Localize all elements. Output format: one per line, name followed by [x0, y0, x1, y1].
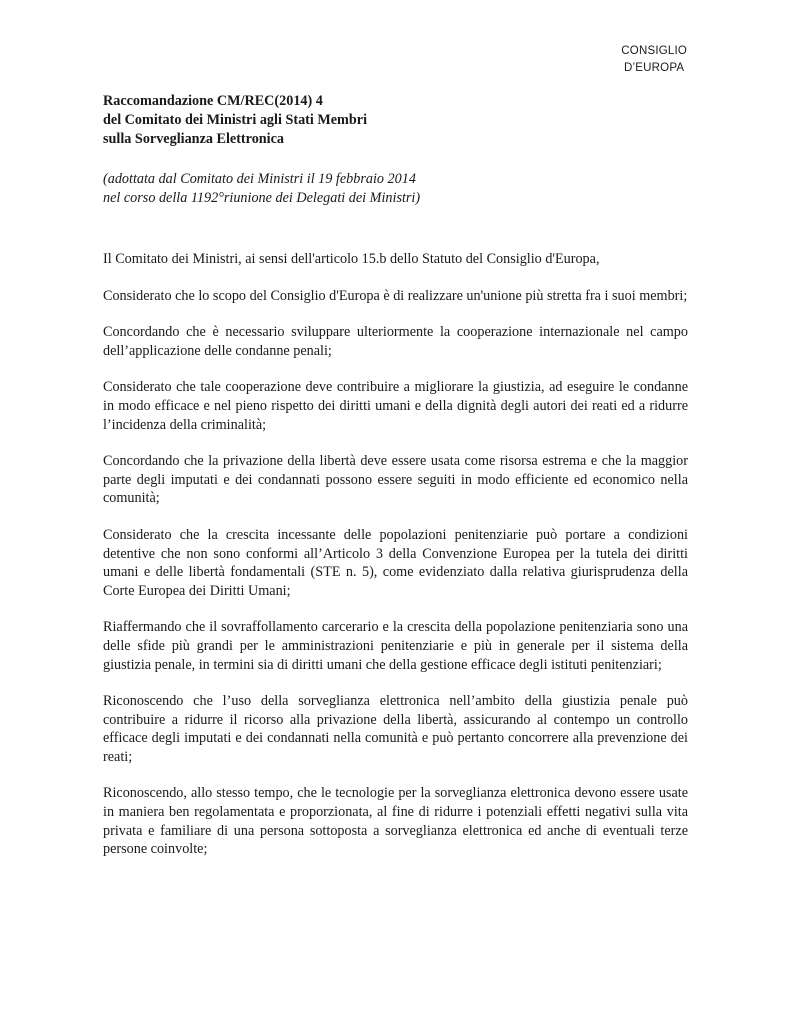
recital-paragraph: Riconoscendo che l’uso della sorveglianza elettronica nell’ambito della giustizia penale può contribuire a ridurre il ricorso alla privazione della libertà, assicurando al contempo un controllo efficace degli imputati e dei condannati nella comunità e può pertanto concorrere alla prevenzione dei reati;	[103, 693, 688, 765]
title-line-1: Raccomandazione CM/REC(2014) 4	[103, 93, 323, 109]
preamble-paragraph: Il Comitato dei Ministri, ai sensi dell'articolo 15.b dello Statuto del Consiglio d'Europa,	[103, 251, 600, 267]
recital-paragraph: Considerato che la crescita incessante delle popolazioni penitenziarie può portare a condizioni detentive che non sono conformi all’Articolo 3 della Convenzione Europea per la tutela dei diritti umani e delle libertà fondamentali (STE n. 5), come evidenziato dalla relativa giurisprudenza della Corte Europea dei Diritti Umani;	[103, 526, 688, 599]
recital-paragraph: Considerato che tale cooperazione deve contribuire a migliorare la giustizia, ad eseguire le condanne in modo efficace e nel pieno rispetto dei diritti umani e della dignità degli autori dei reati ed a ridurre l’incidenza della criminalità;	[103, 379, 688, 433]
document-title	[103, 92, 688, 149]
recital-paragraph: Concordando che è necessario sviluppare ulteriormente la cooperazione internazionale nel campo dell’applicazione delle condanne penali;	[103, 324, 688, 359]
organization-name-line-1: CONSIGLIO	[621, 45, 687, 57]
recital-paragraph: Concordando che la privazione della libertà deve essere usata come risorsa estrema e che la maggior parte degli imputati e dei condannati possono essere seguiti in modo efficiente ed economico nella comunità;	[103, 453, 688, 507]
title-line-2: del Comitato dei Ministri agli Stati Membri	[103, 112, 368, 128]
document-body	[103, 92, 688, 859]
organization-name-line-2: D’EUROPA	[624, 62, 685, 74]
title-line-3: sulla Sorveglianza Elettronica	[103, 131, 285, 147]
adoption-line-2: nel corso della 1192°riunione dei Delegati dei Ministri)	[103, 190, 421, 206]
adoption-line-1: (adottata dal Comitato dei Ministri il 19 febbraio 2014	[103, 171, 416, 187]
adoption-note	[103, 170, 688, 208]
recital-paragraph: Considerato che lo scopo del Consiglio d'Europa è di realizzare un'unione più stretta fra i suoi membri;	[103, 287, 688, 304]
organization-header	[621, 43, 687, 77]
recital-paragraph: Riaffermando che il sovraffollamento carcerario e la crescita della popolazione penitenziaria sono una delle sfide più grandi per le amministrazioni penitenziarie e più in generale per il sistema della giustizia penale, in termini sia di diritti umani che della gestione efficace degli istituti penitenziari;	[103, 619, 688, 673]
recital-paragraph: Riconoscendo, allo stesso tempo, che le tecnologie per la sorveglianza elettronica devono essere usate in maniera ben regolamentata e proporzionata, al fine di ridurre i potenziali effetti negativi sulla vita privata e familiare di una persona sottoposta a sorveglianza elettronica ed anche di eventuali terze persone coinvolte;	[103, 785, 688, 858]
